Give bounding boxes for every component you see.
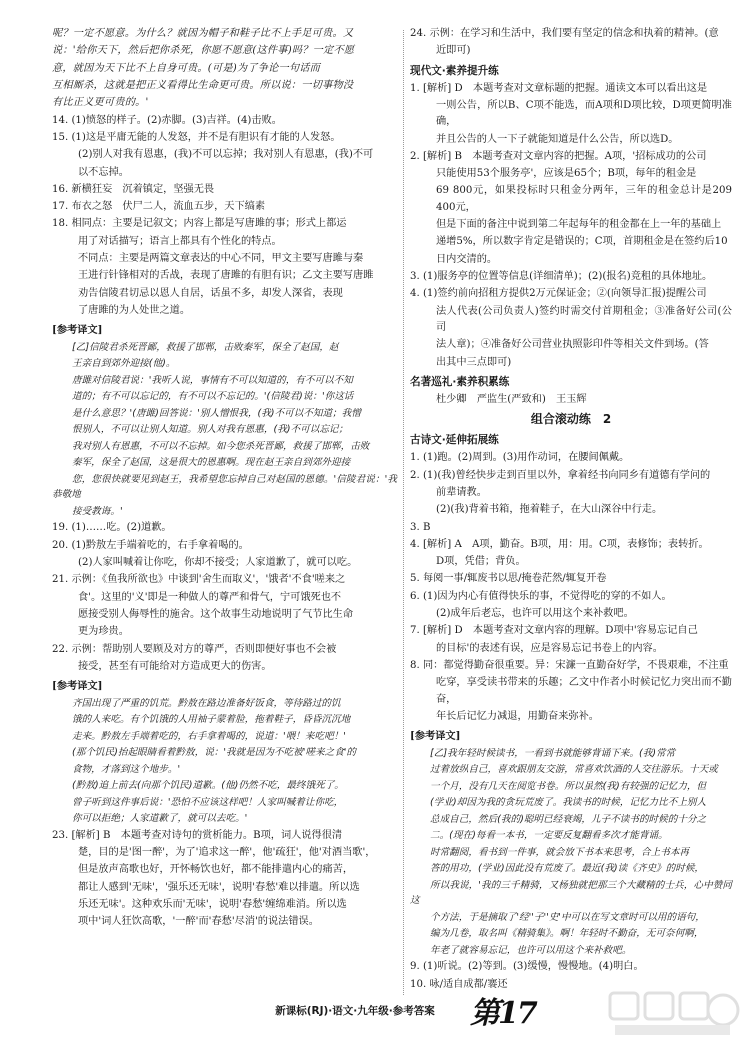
right-text-line: 答的用功，(学业)因此没有荒废了。最近(我)读《齐史》的时候，: [430, 863, 705, 875]
right-text-line: 古诗文·延伸拓展练: [410, 434, 499, 447]
right-text-line: 8. 同：都觉得勤奋很重要。异：宋濂一直勤奋好学，不畏艰难，不注重: [410, 660, 729, 671]
left-text-line: 愿接受别人侮辱性的施舍。这个故事生动地说明了气节比生命: [78, 609, 354, 621]
right-text-line: 出其中三点即可): [436, 356, 512, 368]
left-text-line: 您，您很快就要见到赵王，我希望您忘掉自己对赵国的恩德。'信陵君说：'我恭敬地: [52, 473, 397, 501]
left-text-line: 唐雎对信陵君说：'我听人说，事情有不可以知道的，有不可以不知: [72, 374, 353, 386]
left-text-line: 呢？一定不愿意。为什么？就因为帽子和鞋子比不上手足可贵。又: [52, 28, 354, 39]
right-text-line: 名著巡礼·素养积累练: [410, 375, 510, 388]
left-text-line: 食物，才落到这个地步。': [72, 763, 181, 775]
left-text-line: 饿的人来吃。有个饥饿的人用袖子蒙着脸，拖着鞋子，昏昏沉沉地: [72, 714, 351, 726]
right-text-line: 递增5%，所以数字肯定是错误的；C项，首期租金是在签约后10: [436, 236, 728, 248]
right-text-line: 5. 每阅一事/辄废书以思/掩卷茫然/辄复开卷: [410, 573, 607, 585]
right-text-line: 2. (1)(我)曾经快步走到百里以外，拿着经书向同乡有道德有学问的: [410, 469, 711, 481]
left-text-line: 项中'词人狂饮高歌，'一醉'而'春愁'尽消'的说法错误。: [78, 916, 319, 928]
right-text-line: 69 800元，如果投标时只租金分两年，三年的租金总计是209 400元，: [436, 185, 732, 213]
left-text-line: 劝告信陵君切忌以恩人自居，话虽不多，却发人深省，表现: [78, 287, 343, 299]
left-text-line: 23. [解析] B 本题考查对诗句的赏析能力。B项，词人说得很清: [52, 829, 343, 841]
right-text-line: 法人代表(公司负责人)签约时需交付首期租金；③准备好公司(公司: [436, 305, 732, 333]
right-text-line: 编为几卷，取名叫《精骑集》。啊！年轻时不勤奋，无可奈何啊，: [430, 928, 704, 940]
left-text-line: 更为珍贵。: [78, 626, 129, 638]
left-text-line: 18. 相同点：主要是记叙文；内容上都是写唐雎的事；形式上都运: [52, 218, 347, 230]
right-text-line: 组合滚动练 2: [530, 412, 612, 427]
left-text-line: 是什么意思？'(唐雎)回答说：'别人憎恨我，(我)不可以不知道；我憎: [72, 407, 361, 419]
right-text-line: 4. [解析] A A项，勤奋。B项，用：用。C项，表修饰；表转折。: [410, 538, 709, 550]
left-text-line: 用了对话描写；语言上都具有个性化的特点。: [78, 235, 282, 247]
right-text-line: 4. (1)签约前向招租方提供2万元保证金；②(向领导汇报)提醒公司: [410, 288, 707, 300]
left-text-line: 曾子听到这件事后说：'恐怕不应该这样吧！人家叫喊着让你吃，: [72, 796, 344, 808]
left-text-line: 22. 示例：帮助别人要顾及对方的尊严，否则即便好事也不会被: [52, 643, 337, 655]
right-text-line: 法人章)；④准备好公司营业执照影印件等相关文件到场。(答: [436, 339, 709, 351]
left-text-line: 21. 示例：《鱼我所欲也》中谈到'舍生而取义'，'饿者'不食'嗟来之: [52, 574, 346, 586]
right-text-line: 个方法，于是摘取了'经''子''史'中可以在写文章时可以用的语句，: [430, 911, 705, 923]
right-text-line: 杜少卿 严监生(严致和) 王玉辉: [436, 393, 587, 405]
left-column: [52, 26, 397, 932]
right-text-line: [参考译文]: [410, 730, 461, 743]
right-text-line: (2)(我)背着书箱，拖着鞋子，在大山深谷中行走。: [436, 504, 663, 516]
handwritten-page-number: 第17: [470, 996, 536, 1031]
left-text-line: 我对别人有恩惠，不可以不忘掉。如今您杀死晋鄙，救援了邯郸，击败: [72, 440, 370, 452]
left-text-line: 以不忘掉。: [78, 166, 129, 178]
right-text-line: 但是下面的备注中说到第二年起每年的租金都在上一年的基础上: [436, 219, 722, 231]
right-text-line: 时常翻阅，看书到一件事，就会放下书本来思考，合上书本再: [430, 846, 690, 858]
left-text-line: 说：'给你天下，然后把你杀死，你愿不愿意(这件事)吗？一定不愿: [52, 45, 355, 57]
right-text-line: 1. (1)跑。(2)周到。(3)用作动词，在腰间佩戴。: [410, 452, 630, 464]
right-text-line: 2. [解析] B 本题考查对文章内容的把握。A项，'招标成功的公司: [410, 150, 707, 162]
right-text-line: 7. [解析] D 本题考查对文章内容的理解。D项中'容易忘记自己: [410, 625, 698, 637]
left-text-line: 有比正义更可贵的。': [52, 97, 149, 109]
right-text-line: 只能使用53个服务亭'，应该是65个；B项，每年的租金是: [436, 168, 697, 180]
right-text-line: 吃穿，享受读书带来的乐趣；乙文中作者小时候记忆力突出而不勤奋，: [436, 677, 732, 705]
right-text-line: 日内交清的。: [436, 253, 498, 265]
right-text-line: 年老了就容易忘记，也许可以用这个来补救吧。: [430, 944, 632, 956]
watermark-logo: [605, 985, 740, 1040]
right-text-line: 24. 示例：在学习和生活中，我们要有坚定的信念和执着的精神。(意: [410, 28, 719, 39]
left-text-line: 秦军，保全了赵国，这是很大的恩惠啊。现在赵王亲自到郊外迎接: [72, 457, 351, 469]
left-text-line: 乐还无味'。这种欢乐而'无味'，说明'春愁'缠绵难消。所以选: [78, 899, 347, 911]
left-text-line: 齐国出现了严重的饥荒。黔敖在路边准备好饭食，等待路过的饥: [72, 697, 341, 709]
left-text-line: 了唐雎的为人处世之道。: [78, 305, 191, 316]
right-text-line: [乙]我年轻时候读书，一看到书就能够背诵下来。(我)常常: [430, 747, 676, 759]
right-text-line: 9. (1)听说。(2)等到。(3)缓慢，慢慢地。(4)明白。: [410, 961, 644, 973]
left-text-line: 互相厮杀，这就是把正义看得比生命更可贵。所以说：一切事物没: [52, 79, 354, 91]
left-text-line: [乙]信陵君杀死晋鄙，救援了邯郸，击败秦军，保全了赵国，赵: [72, 341, 339, 353]
left-text-line: 走来。黔敖左手端着吃的，右手拿着喝的，说道：'喂！来吃吧！': [72, 730, 346, 742]
right-text-line: 年长后记忆力减退，用勤奋来弥补。: [436, 710, 599, 722]
left-text-line: 19. (1)……吃。(2)道歉。: [52, 522, 172, 534]
left-text-line: 17. 布衣之怒 伏尸二人，流血五步，天下缟素: [52, 201, 266, 213]
left-text-line: 恨别人，不可以让别人知道。别人对我有恩惠，(我)不可以忘记；: [72, 424, 349, 436]
left-text-line: 楚，目的是'图一醉'，为了'追求这一醉'，他'疏狂'，他'对酒当歌'，: [78, 847, 376, 859]
left-text-line: (黔敖)追上前去(向那个饥民)道歉。(他)仍然不吃，最终饿死了。: [72, 780, 344, 792]
left-text-line: 但是放声高歌也好，开怀畅饮也好，都不能排遣内心的痛苦，: [78, 864, 354, 876]
right-text-line: 现代文·素养提升练: [410, 64, 499, 77]
right-text-line: 1. [解析] D 本题考查对文章标题的把握。通读文本可以看出这是: [410, 82, 708, 94]
column-divider: [403, 30, 404, 995]
right-text-line: 过着放纵自己，喜欢跟朋友交游，常喜欢饮酒的人交往游乐。十天或: [430, 764, 718, 776]
left-text-line: 14. (1)愤怒的样子。(2)赤脚。(3)吉祥。(4)击败。: [52, 114, 282, 126]
left-text-line: (2)别人对我有恩惠，(我)不可以忘掉；我对别人有恩惠，(我)不可: [78, 149, 374, 161]
right-text-line: 3. B: [410, 521, 431, 533]
left-text-line: [参考译文]: [52, 680, 103, 693]
right-text-line: 总成自己，然后(我的)聪明已经衰竭，儿子不读书的时候的十分之: [430, 813, 707, 825]
left-text-line: 你可以拒绝；人家道歉了，就可以去吃。': [72, 813, 248, 825]
left-text-line: 意，就因为天下比不上自身可贵。(可是)为了争论一句话而: [52, 62, 321, 74]
left-text-line: 食'。这里的'义'即是一种做人的尊严和骨气，宁可饿死也不: [78, 591, 342, 603]
left-text-line: 15. (1)这是平庸无能的人发怒，并不是有胆识有才能的人发怒。: [52, 131, 341, 143]
right-text-line: 前辈请教。: [436, 486, 487, 498]
left-text-line: 接受，甚至有可能给对方造成更大的伤害。: [78, 660, 272, 672]
right-text-line: 一个月，没有几天在阅览书卷。所以虽然(我)有较强的记忆力，但: [430, 780, 707, 792]
right-text-line: D项，凭借；背负。: [436, 556, 526, 568]
right-text-line: 10. 咏/适自成都/褰还: [410, 978, 508, 990]
right-text-line: (2)成年后老忘，也许可以用这个来补救吧。: [436, 608, 634, 620]
left-text-line: 16. 新横狂妄 沉着镇定，坚强无畏: [52, 183, 215, 195]
right-text-line: 二。(现在)每看一本书，一定要反复翻看多次才能背诵。: [430, 830, 668, 842]
left-text-line: 不同点：主要是两篇文章表达的中心不同，甲文主要写唐雎与秦: [78, 253, 364, 265]
right-text-line: 近即可): [436, 45, 471, 57]
right-text-line: 并且公告的人一下子就能知道是什么公告，所以选D。: [436, 133, 679, 145]
left-text-line: (2)人家叫喊着让你吃，你却不接受；人家道歉了，就可以吃。: [78, 557, 358, 569]
left-text-line: 道的；有不可以忘记的，有不可以不忘记的。'(信陵君)说：'你这话: [72, 391, 354, 403]
right-text-line: 一则公告，所以B、C项不能选，而A项和D项比较，D项更简明准确，: [436, 99, 732, 128]
right-column: [410, 26, 732, 994]
right-text-line: 的目标'的表述有误，应是容易忘记书卷上的内容。: [436, 642, 663, 654]
right-text-line: 6. (1)因为内心有值得快乐的事，不觉得吃的穿的不如人。: [410, 590, 672, 602]
left-text-line: 王进行针锋相对的舌战，表现了唐雎的有胆有识；乙文主要写唐雎: [78, 270, 374, 282]
left-text-line: 都让人感到'无味'，'强乐还无味'，说明'春愁'难以排遣。所以选: [78, 881, 360, 893]
right-text-line: 所以我说，'我的三千精骑，又杨独就把那三个大藏精的士兵，心中赞同这: [410, 879, 732, 907]
footer-text: 新课标(RJ)·语文·九年级·参考答案: [275, 1005, 435, 1017]
left-text-line: 接受教诲。': [72, 505, 123, 517]
right-text-line: (学业)却因为我的贪玩荒废了。我读书的时候，记忆力比不上别人: [430, 797, 707, 809]
left-text-line: 王亲自到郊外迎接(他)。: [72, 358, 176, 370]
left-text-line: (那个饥民)抬起眼睛看着黔敖，说：'我就是因为不吃被'嗟来之食'的: [72, 747, 357, 759]
left-text-line: 20. (1)黔敖左手端着吃的，右手拿着喝的。: [52, 539, 249, 551]
left-text-line: [参考译文]: [52, 324, 103, 337]
right-text-line: 3. (1)服务亭的位置等信息(详细清单)；(2)(报名)竞租的具体地址。: [410, 271, 713, 282]
